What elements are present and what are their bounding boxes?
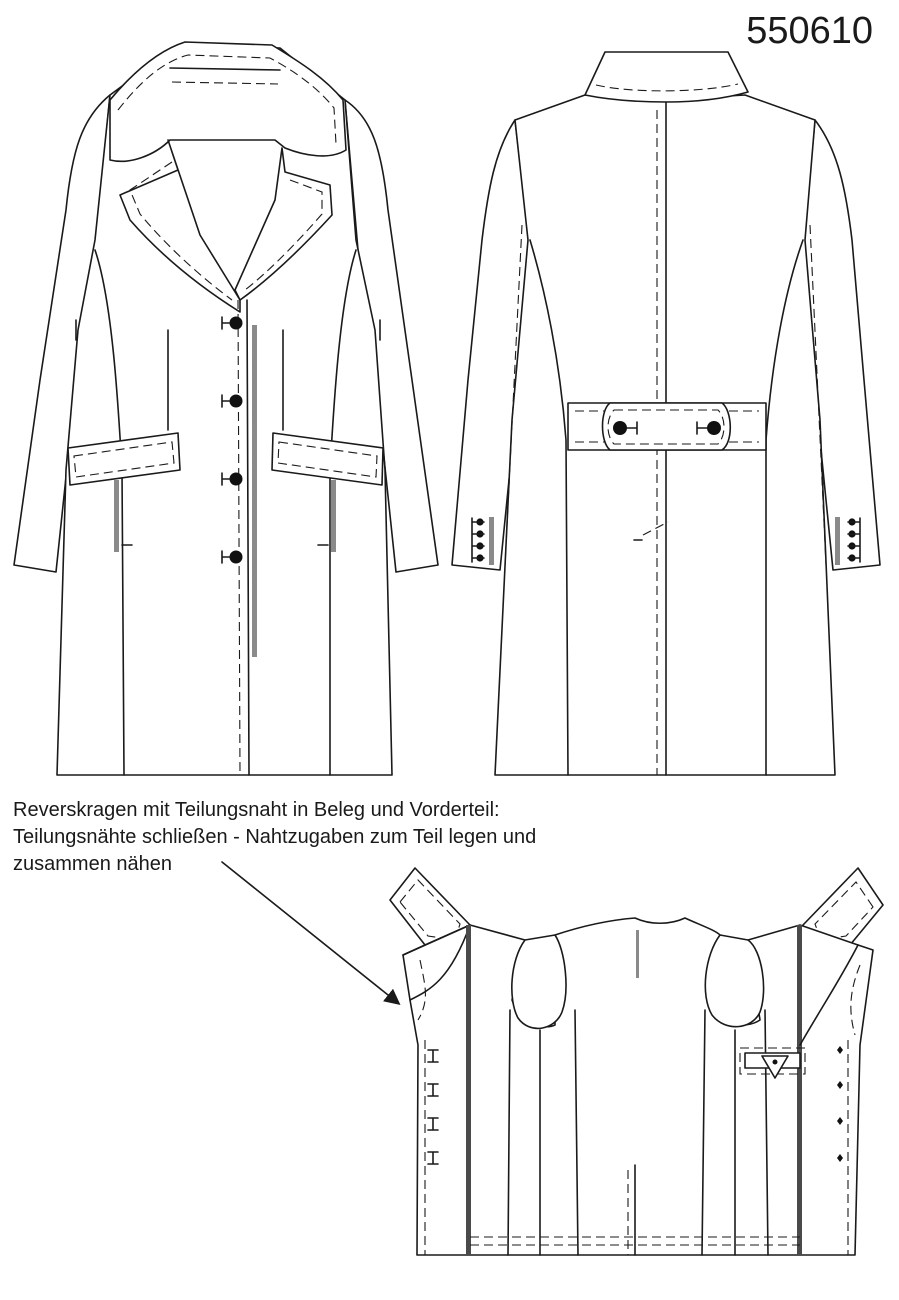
coat-front-view	[14, 42, 438, 775]
back-belt-button-right	[707, 421, 721, 435]
back-right-vent-mark	[835, 517, 840, 565]
back-left-vent-mark	[489, 517, 494, 565]
detail-left-facing-seam	[466, 925, 471, 1255]
leader-arrow	[222, 862, 398, 1003]
front-button-3	[230, 473, 243, 486]
caption-line-1: Reverskragen mit Teilungsnaht in Beleg und Vorderteil:	[13, 799, 500, 821]
detail-left-armhole	[512, 935, 566, 1028]
detail-right-facing-seam	[797, 925, 802, 1255]
front-right-pocket-mark	[331, 480, 336, 552]
back-belt-button-left	[613, 421, 627, 435]
front-button-1	[230, 317, 243, 330]
coat-back-view	[452, 52, 880, 775]
front-left-pocket-mark	[114, 480, 119, 552]
caption-line-2: Teilungsnähte schließen - Nahtzugaben zum Teil legen und	[13, 826, 537, 848]
caption-line-3: zusammen nähen	[13, 853, 172, 875]
pattern-number: 550610	[746, 10, 873, 52]
back-collar	[585, 52, 748, 102]
inside-detail-view	[390, 868, 883, 1255]
front-closure-mark	[252, 325, 257, 657]
detail-center-back-mark	[636, 930, 639, 978]
front-button-2	[230, 395, 243, 408]
front-button-4	[230, 551, 243, 564]
front-body	[57, 45, 392, 775]
detail-right-armhole	[705, 935, 763, 1027]
